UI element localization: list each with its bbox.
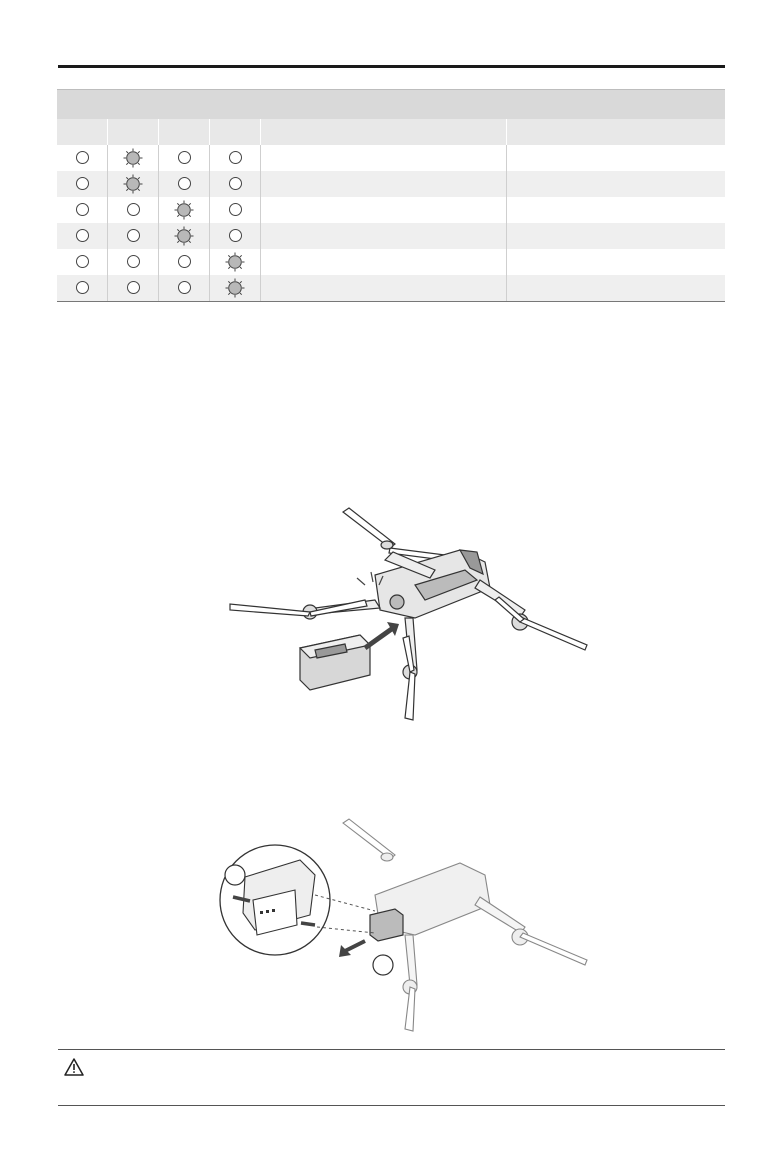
description-cell	[261, 223, 507, 249]
led-blinking-icon	[225, 252, 245, 272]
led-cell	[108, 197, 159, 223]
led-off-icon	[127, 255, 140, 268]
led-off-icon	[178, 151, 191, 164]
led-cell	[57, 171, 108, 197]
notes-cell	[507, 249, 726, 275]
led-cell	[210, 275, 261, 302]
led-off-icon	[76, 151, 89, 164]
led-off-icon	[229, 229, 242, 242]
warning-icon	[64, 1058, 84, 1076]
led-off-icon	[76, 177, 89, 190]
header-cell-led1	[57, 119, 108, 145]
warning-rule-bottom	[58, 1105, 725, 1106]
led-blinking-icon	[174, 200, 194, 220]
led-off-icon	[229, 177, 242, 190]
led-cell	[159, 197, 210, 223]
led-cell	[57, 275, 108, 302]
led-cell	[108, 249, 159, 275]
led-cell	[108, 223, 159, 249]
led-off-icon	[178, 281, 191, 294]
led-off-icon	[127, 281, 140, 294]
notes-cell	[507, 171, 726, 197]
header-cell-led4	[210, 119, 261, 145]
led-cell	[210, 145, 261, 171]
led-blinking-icon	[123, 174, 143, 194]
notes-cell	[507, 197, 726, 223]
led-cell	[57, 145, 108, 171]
battery-led-table	[57, 89, 725, 302]
table-row	[57, 171, 725, 197]
header-cell-description	[261, 119, 507, 145]
led-off-icon	[76, 255, 89, 268]
header-cell-notes	[507, 119, 726, 145]
header-cell-led3	[159, 119, 210, 145]
table-title-row	[57, 90, 725, 120]
led-off-icon	[178, 177, 191, 190]
notes-cell	[507, 223, 726, 249]
led-cell	[57, 197, 108, 223]
header-cell-led2	[108, 119, 159, 145]
led-off-icon	[76, 203, 89, 216]
led-cell	[159, 275, 210, 302]
led-cell	[159, 145, 210, 171]
description-cell	[261, 171, 507, 197]
table-header-row	[57, 119, 725, 145]
table-row	[57, 275, 725, 302]
top-rule	[58, 65, 725, 68]
drone-battery-remove-illustration	[215, 815, 595, 1035]
table-row	[57, 223, 725, 249]
led-blinking-icon	[174, 226, 194, 246]
led-cell	[210, 197, 261, 223]
led-off-icon	[178, 255, 191, 268]
notes-cell	[507, 145, 726, 171]
notes-cell	[507, 275, 726, 302]
warning-rule-top	[58, 1049, 725, 1050]
led-cell	[210, 223, 261, 249]
description-cell	[261, 145, 507, 171]
led-cell	[108, 275, 159, 302]
description-cell	[261, 275, 507, 302]
led-off-icon	[229, 203, 242, 216]
table-row	[57, 197, 725, 223]
table-row	[57, 145, 725, 171]
table-row	[57, 249, 725, 275]
led-cell	[57, 249, 108, 275]
description-cell	[261, 197, 507, 223]
led-blinking-icon	[123, 148, 143, 168]
led-blinking-icon	[225, 278, 245, 298]
drone-battery-insert-illustration	[215, 500, 595, 725]
led-cell	[210, 249, 261, 275]
led-off-icon	[127, 229, 140, 242]
led-off-icon	[76, 281, 89, 294]
led-cell	[57, 223, 108, 249]
led-cell	[108, 171, 159, 197]
led-cell	[108, 145, 159, 171]
led-off-icon	[229, 151, 242, 164]
led-cell	[159, 249, 210, 275]
led-off-icon	[127, 203, 140, 216]
description-cell	[261, 249, 507, 275]
led-off-icon	[76, 229, 89, 242]
led-cell	[159, 223, 210, 249]
led-cell	[159, 171, 210, 197]
led-cell	[210, 171, 261, 197]
